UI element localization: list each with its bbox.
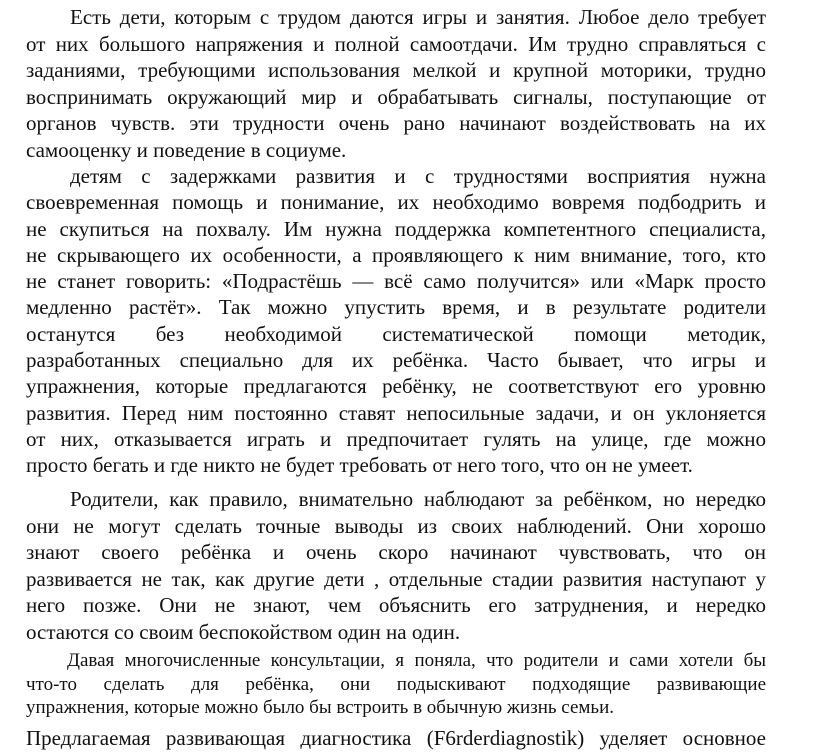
text-line: от них большого напряжения и полной самоотдачи. Им трудно справляться с	[26, 31, 766, 56]
text-line: развития. Перед ним постоянно ставят непосильные задачи, и он уклоняется	[26, 400, 766, 425]
paragraph-4	[26, 649, 766, 720]
text-line: упражнения, которые предлагаются ребёнку, не соответствуют его уровню	[26, 374, 766, 399]
paragraph-5	[26, 725, 766, 751]
text-line: просто бегать и где никто не будет требовать от него того, что он не умеет.	[26, 453, 693, 478]
text-line: остаются со своим беспокойством один на один.	[26, 619, 461, 644]
text-line: органов чувств. эти трудности очень рано начинают воздействовать на их	[26, 111, 766, 135]
text-line: останутся без необходимой систематической помощи методик,	[26, 321, 766, 346]
text-line: они не могут сделать точные выводы из своих наблюдений. Они хорошо	[26, 513, 766, 538]
text-line: Родители, как правило, внимательно наблюдают за ребёнком, но нередко	[70, 487, 766, 511]
paragraph-1	[26, 4, 766, 163]
text-line: не скупиться на похвалу. Им нужна поддержка компетентного специалиста,	[26, 216, 766, 241]
text-line: Давая многочисленные консультации, я поняла, что родители и сами хотели бы	[67, 650, 766, 671]
text-line: воспринимать окружающий мир и обрабатывать сигналы, поступающие от	[26, 84, 766, 109]
text-line: не скрывающего их особенности, а проявляющего к ним внимание, того, кто	[26, 242, 766, 267]
text-line: от них, отказывается играть и предпочитает гулять на улице, где можно	[26, 426, 766, 451]
paragraph-3	[26, 486, 766, 645]
text-line: Есть дети, которым с трудом даются игры и занятия. Любое дело требует	[70, 5, 766, 29]
text-line: детям с задержками развития и с трудностями восприятия нужна	[70, 164, 766, 188]
text-line: заданиями, требующими использования мелкой и крупной моторики, трудно	[26, 58, 766, 82]
text-line: Предлагаемая развивающая диагностика (F6rderdiagnostik) уделяет основное	[26, 726, 766, 750]
text-line: медленно растёт». Так можно упустить время, и в результате родители	[26, 295, 766, 320]
text-line: самооценку и поведение в социуме.	[26, 137, 347, 162]
text-line: разработанных специально для их ребёнка. Часто бывает, что игры и	[26, 348, 766, 373]
text-line: своевременная помощь и понимание, их необходимо вовремя подбодрить и	[26, 190, 766, 215]
text-line: развивается не так, как другие дети , отдельные стадии развития наступают у	[26, 566, 766, 591]
paragraph-2	[26, 163, 766, 479]
text-line: что-то сделать для ребёнка, они подыскивают подходящие развивающие	[26, 673, 766, 695]
text-line: упражнения, которые можно было бы встроить в обычную жизнь семьи.	[26, 697, 614, 718]
text-line: знают своего ребёнка и очень скоро начинают чувствовать, что он	[26, 540, 766, 564]
text-line: не станет говорить: «Подрастёшь — всё само получится» или «Марк просто	[26, 269, 766, 294]
text-line: него позже. Они не знают, чем объяснить его затруднения, и нередко	[26, 593, 766, 617]
